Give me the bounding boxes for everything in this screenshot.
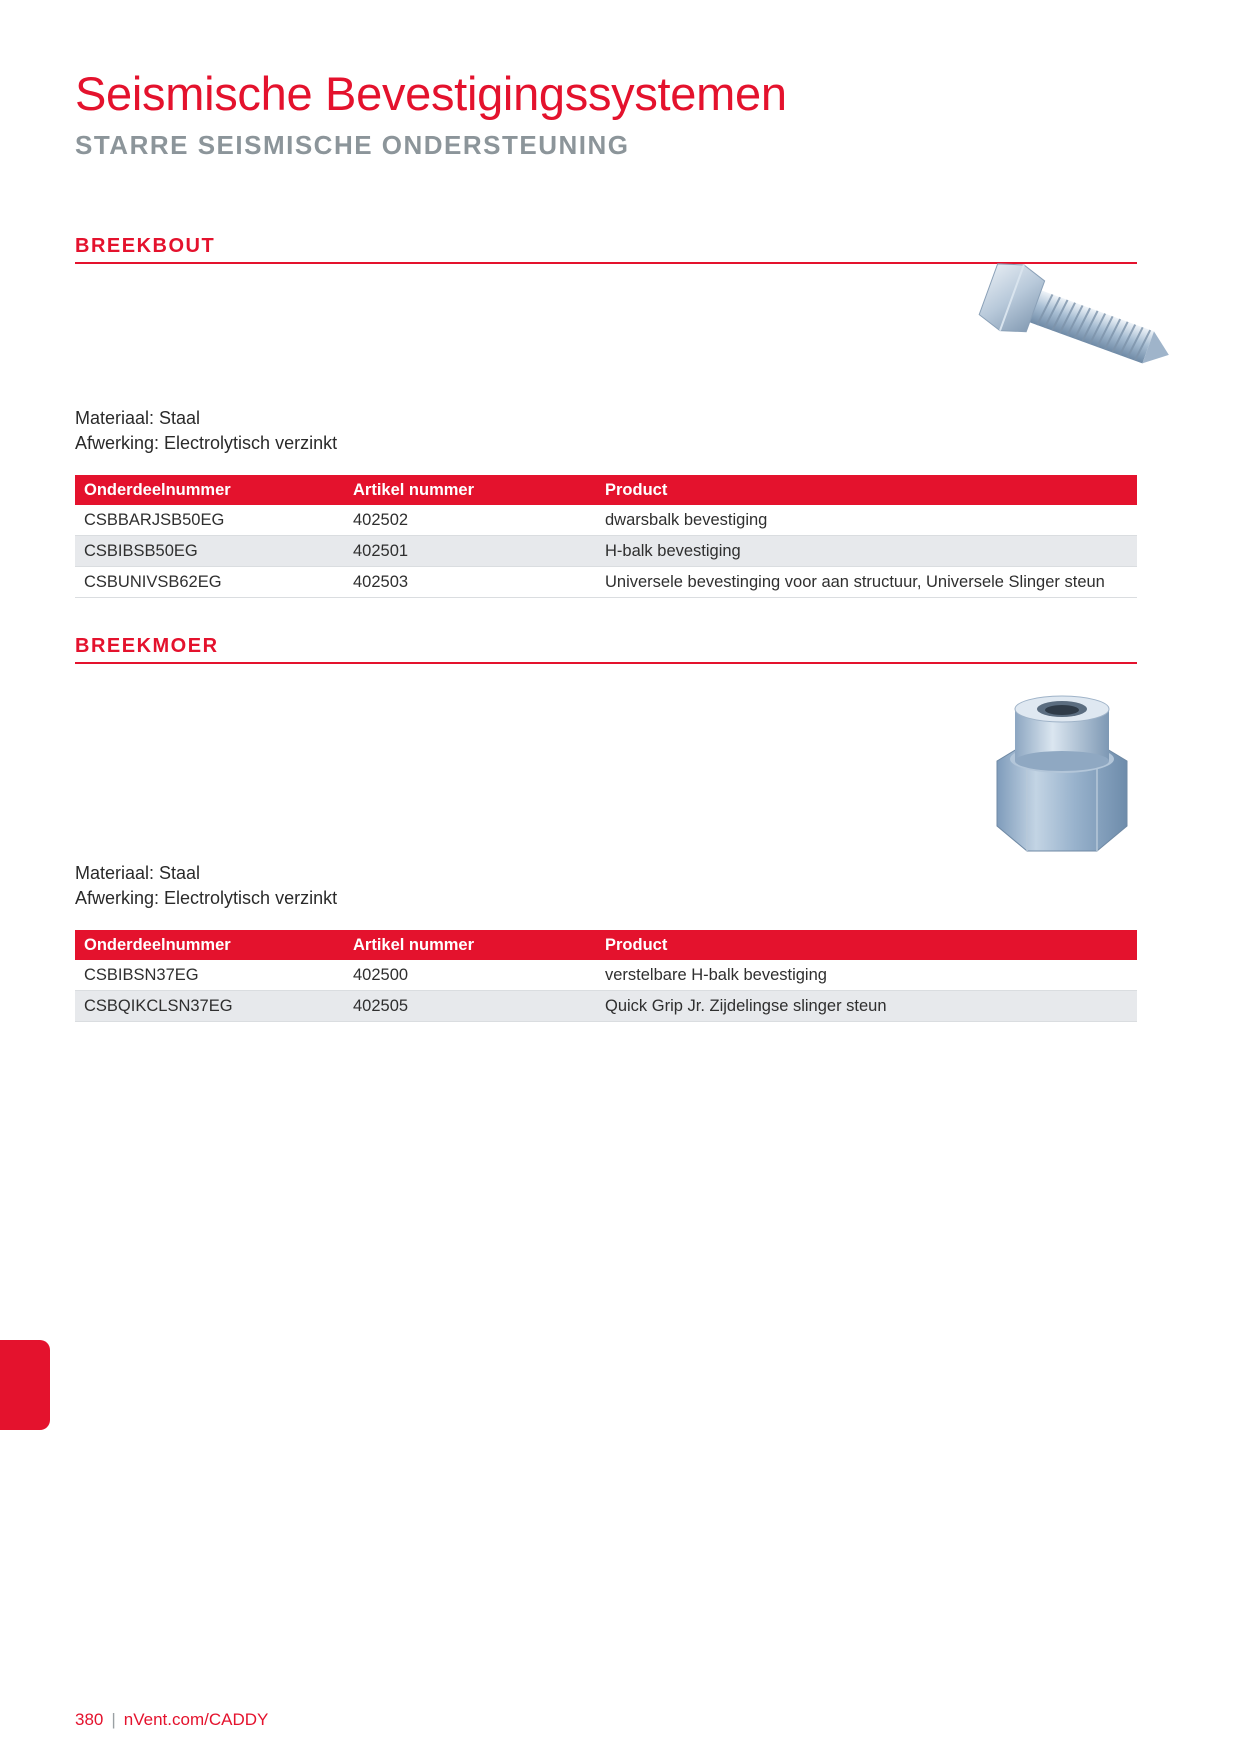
bolt-image <box>953 263 1198 378</box>
table-cell: H-balk bevestiging <box>596 536 1137 567</box>
table-cell: 402500 <box>344 960 596 991</box>
table-cell: dwarsbalk bevestiging <box>596 505 1137 536</box>
table-cell: verstelbare H-balk bevestiging <box>596 960 1137 991</box>
footer-link[interactable]: nVent.com/CADDY <box>123 1710 269 1729</box>
table-cell: 402505 <box>344 991 596 1022</box>
section-breekbout <box>75 235 1137 591</box>
table-cell: Quick Grip Jr. Zijdelingse slinger steun <box>596 991 1137 1022</box>
table-cell: 402501 <box>344 536 596 567</box>
page-footer <box>75 1710 268 1730</box>
table-row <box>75 536 1137 567</box>
column-header: Product <box>596 475 1137 505</box>
table-row <box>75 505 1137 536</box>
spec-block <box>75 406 337 456</box>
table-cell: CSBQIKCLSN37EG <box>75 991 344 1022</box>
finish-text: Afwerking: Electrolytisch verzinkt <box>75 433 338 453</box>
parts-table <box>75 930 1137 1022</box>
table-row <box>75 567 1137 598</box>
section-breekmoer <box>75 635 1137 1015</box>
page-subtitle: STARRE SEISMISCHE ONDERSTEUNING <box>75 130 630 160</box>
column-header: Artikel nummer <box>344 475 596 505</box>
table-cell: CSBIBSN37EG <box>75 960 344 991</box>
parts-table <box>75 475 1137 598</box>
table-header-row <box>75 475 1137 505</box>
column-header: Onderdeelnummer <box>75 475 344 505</box>
material-text: Materiaal: Staal <box>75 863 201 883</box>
table-row <box>75 991 1137 1022</box>
table-cell: CSBBARJSB50EG <box>75 505 344 536</box>
table-cell: CSBUNIVSB62EG <box>75 567 344 598</box>
section-heading: BREEKMOER <box>75 635 1137 664</box>
column-header: Artikel nummer <box>344 930 596 960</box>
table-cell: 402502 <box>344 505 596 536</box>
page-title: Seismische Bevestigingssystemen <box>75 67 787 120</box>
table-cell: Universele bevestinging voor aan structuur, Universele Slinger steun <box>596 567 1137 598</box>
table-cell: 402503 <box>344 567 596 598</box>
column-header: Onderdeelnummer <box>75 930 344 960</box>
table-cell: CSBIBSB50EG <box>75 536 344 567</box>
section-heading: BREEKBOUT <box>75 235 1137 264</box>
column-header: Product <box>596 930 1137 960</box>
table-header-row <box>75 930 1137 960</box>
spec-block <box>75 861 337 911</box>
chapter-tab <box>0 1340 50 1430</box>
finish-text: Afwerking: Electrolytisch verzinkt <box>75 888 338 908</box>
table-row <box>75 960 1137 991</box>
material-text: Materiaal: Staal <box>75 408 201 428</box>
nut-image <box>987 691 1137 861</box>
footer-separator: | <box>111 1710 116 1729</box>
page-number: 380 <box>75 1710 104 1729</box>
